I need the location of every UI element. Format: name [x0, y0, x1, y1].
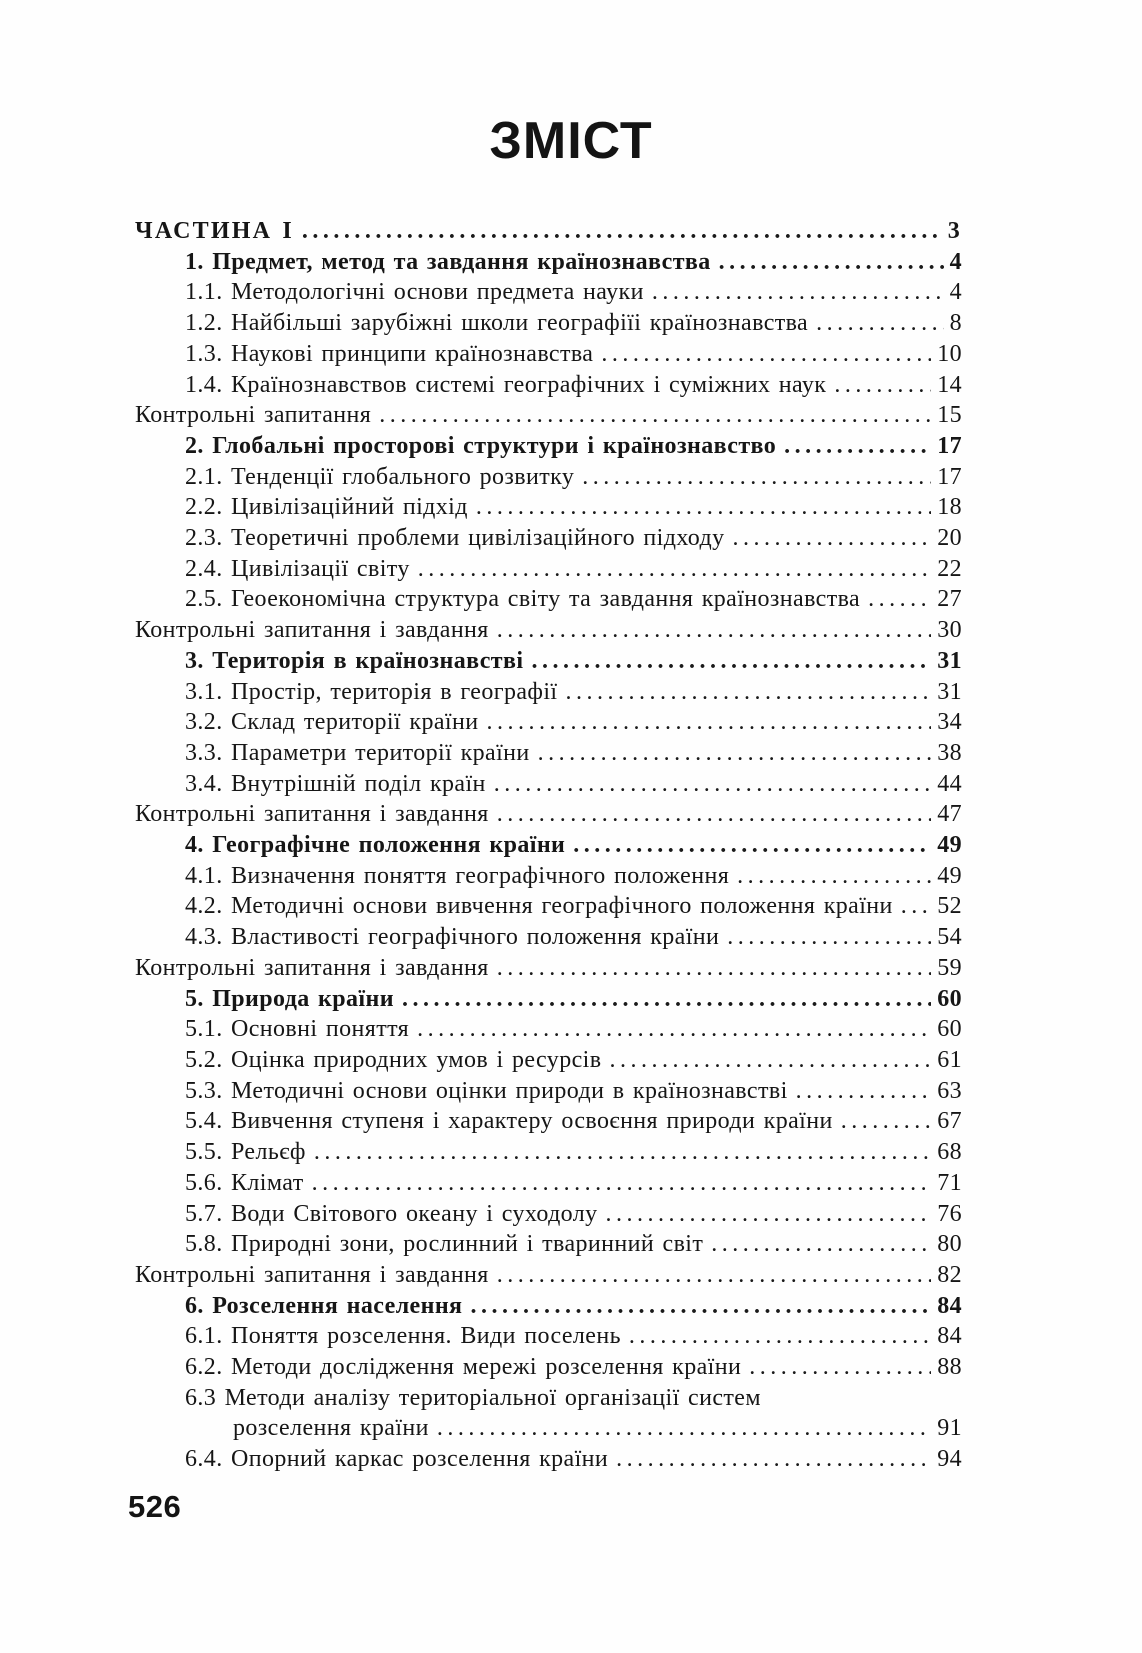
dot-leader [841, 1106, 931, 1137]
dot-leader [497, 799, 931, 830]
toc-entry-page: 15 [937, 402, 962, 429]
toc-entry-page: 47 [937, 801, 962, 828]
dot-leader [796, 1076, 932, 1107]
dot-leader [566, 677, 932, 708]
toc-entry-page: 8 [949, 310, 962, 337]
dot-leader [816, 308, 943, 339]
toc-entry-label: 3.1. Простір, територія в географії [185, 678, 558, 705]
toc-entry-label: 3. Територія в країнознавстві [185, 647, 524, 674]
toc-entry-page: 54 [937, 924, 962, 951]
dot-leader [901, 891, 931, 922]
dot-leader [711, 1229, 931, 1260]
toc-entry-label: 1.4. Країнознавствов системі географічних і суміжних наук [185, 371, 827, 398]
toc-entry-label: Контрольні запитання [135, 402, 372, 429]
toc-entry [135, 584, 962, 615]
toc-entry-page: 68 [937, 1139, 962, 1166]
toc-entry-page: 52 [937, 893, 962, 920]
toc-entry [135, 1014, 962, 1045]
dot-leader [302, 216, 942, 247]
toc-entry-page: 61 [937, 1046, 962, 1073]
toc-entry-label: ЧАСТИНА I [135, 218, 294, 244]
toc-entry-page: 88 [937, 1354, 962, 1381]
toc-entry-label: 6.2. Методи дослідження мережі розселення країни [185, 1354, 742, 1381]
toc-entry [135, 677, 962, 708]
dot-leader [606, 1199, 932, 1230]
toc-entry-label: 5.3. Методичні основи оцінки природи в країнознавстві [185, 1077, 788, 1104]
toc-entry [135, 1045, 962, 1076]
dot-leader [737, 861, 931, 892]
dot-leader [497, 1260, 931, 1291]
toc-entry-page: 49 [937, 832, 962, 859]
toc-entry-page: 17 [937, 432, 962, 459]
dot-leader [486, 707, 931, 738]
toc-entry-label: 5.7. Води Світового океану і суходолу [185, 1200, 598, 1227]
dot-leader [616, 1444, 931, 1475]
dot-leader [652, 277, 944, 308]
dot-leader [538, 738, 932, 769]
dot-leader [437, 1413, 931, 1444]
dot-leader [609, 1045, 931, 1076]
toc-entry [135, 738, 962, 769]
toc-entry-page: 49 [937, 862, 962, 889]
toc-entry-page: 18 [937, 494, 962, 521]
toc-entry-label: 5.8. Природні зони, рослинний і тваринний світ [185, 1231, 704, 1258]
toc-entry-page: 31 [937, 678, 962, 705]
toc-entry-page: 10 [937, 340, 962, 367]
toc-entry [135, 707, 962, 738]
footer-page-number: 526 [128, 1489, 182, 1524]
toc-entry-label: 2.2. Цивілізаційний підхід [185, 494, 468, 521]
toc-entry [135, 1291, 962, 1322]
toc-entry-page: 84 [937, 1292, 962, 1319]
toc-entry [135, 830, 962, 861]
toc-entry-label: Контрольні запитання і завдання [135, 617, 489, 644]
dot-leader [418, 554, 931, 585]
toc-entry [135, 523, 962, 554]
toc-entry-page: 22 [937, 555, 962, 582]
toc-entry-label: 4.1. Визначення поняття географічного положення [185, 862, 730, 889]
dot-leader [312, 1168, 932, 1199]
toc-entry-page: 84 [937, 1323, 962, 1350]
toc-entry [135, 492, 962, 523]
dot-leader [417, 1014, 931, 1045]
toc-entry-label: розселення країни [233, 1415, 429, 1442]
dot-leader [402, 984, 931, 1015]
toc-entry [135, 216, 962, 247]
toc-entry [135, 1413, 962, 1444]
toc-entry [135, 400, 962, 431]
toc-entry-page: 60 [937, 1016, 962, 1043]
toc-entry-label: 5.4. Вивчення ступеня і характеру освоєння природи країни [185, 1108, 833, 1135]
toc-entry-page: 34 [937, 709, 962, 736]
toc-entry-page: 4 [949, 248, 962, 275]
toc-entry-page: 30 [937, 617, 962, 644]
toc-entry-label: 3.2. Склад території країни [185, 709, 479, 736]
toc-entry [135, 615, 962, 646]
toc-entry-page: 38 [937, 739, 962, 766]
toc-entry [135, 646, 962, 677]
toc-entry-page: 91 [937, 1415, 962, 1442]
toc-entry [135, 431, 962, 462]
toc-entry [135, 370, 962, 401]
toc-entry [135, 769, 962, 800]
toc-entry-label: 1.3. Наукові принципи країнознавства [185, 340, 594, 367]
toc-entry [135, 984, 962, 1015]
toc-entry [135, 861, 962, 892]
toc-entry [135, 277, 962, 308]
toc-entry [135, 1199, 962, 1230]
toc-entry [135, 462, 962, 493]
toc-entry-label: Контрольні запитання і завдання [135, 801, 489, 828]
toc-entry [135, 1106, 962, 1137]
toc-entry-page: 80 [937, 1231, 962, 1258]
toc-entry-label: 2.5. Геоекономічна структура світу та завдання країнознавства [185, 586, 861, 613]
toc-entry-label: 6.4. Опорний каркас розселення країни [185, 1446, 609, 1473]
toc-entry-label: 5. Природа країни [185, 985, 394, 1012]
toc-entry-page: 82 [937, 1261, 962, 1288]
toc-entry-label: 1.1. Методологічні основи предмета науки [185, 279, 644, 306]
dot-leader [494, 769, 931, 800]
toc-entry [135, 339, 962, 370]
dot-leader [497, 615, 931, 646]
dot-leader [476, 492, 931, 523]
toc-entry-label: 2.4. Цивілізації світу [185, 555, 410, 582]
dot-leader [601, 339, 931, 370]
dot-leader [470, 1291, 931, 1322]
toc-entry [135, 1229, 962, 1260]
dot-leader [727, 922, 931, 953]
toc-entry-label: 4. Географічне положення країни [185, 832, 566, 859]
toc-entry-page: 60 [937, 985, 962, 1012]
toc-entry-page: 27 [937, 586, 962, 613]
dot-leader [749, 1352, 931, 1383]
toc-entry-label: 2. Глобальні просторові структури і країнознавство [185, 432, 777, 459]
toc-entry [135, 1321, 962, 1352]
toc-entry [135, 308, 962, 339]
toc-entry-label: 1. Предмет, метод та завдання країнознавства [185, 248, 711, 275]
toc-entry [135, 1168, 962, 1199]
toc-entry-page: 44 [937, 770, 962, 797]
toc-entry-page: 4 [949, 279, 962, 306]
toc-entry-label: 5.1. Основні поняття [185, 1016, 410, 1043]
toc-entry [135, 1383, 962, 1414]
toc-entry [135, 554, 962, 585]
toc-entry-page: 94 [937, 1446, 962, 1473]
toc-entry-label: 5.2. Оцінка природних умов і ресурсів [185, 1046, 602, 1073]
toc-entry-label: Контрольні запитання і завдання [135, 1261, 489, 1288]
dot-leader [379, 400, 931, 431]
toc-entry-label: 2.3. Теоретичні проблеми цивілізаційного підходу [185, 525, 725, 552]
dot-leader [582, 462, 931, 493]
toc-entry-label: 1.2. Найбільші зарубіжні школи географіїі країнознавства [185, 310, 809, 337]
toc-entry-label: 4.3. Властивості географічного положення країни [185, 924, 720, 951]
toc-entry [135, 891, 962, 922]
toc-entry-label: Контрольні запитання і завдання [135, 954, 489, 981]
toc-entry-label: 6. Розселення населення [185, 1292, 463, 1319]
toc-entry-label: 5.5. Рельєф [185, 1139, 306, 1166]
toc-entry [135, 953, 962, 984]
dot-leader [573, 830, 931, 861]
toc-entry [135, 247, 962, 278]
toc-entry [135, 1260, 962, 1291]
toc-entry-page: 67 [937, 1108, 962, 1135]
toc-entry-page: 59 [937, 954, 962, 981]
dot-leader [314, 1137, 931, 1168]
dot-leader [531, 646, 931, 677]
toc-entry-page: 20 [937, 525, 962, 552]
dot-leader [868, 584, 931, 615]
dot-leader [497, 953, 931, 984]
toc-entry-page: 17 [937, 463, 962, 490]
toc-entry-label: 3.4. Внутрішній поділ країн [185, 770, 486, 797]
toc-entry [135, 799, 962, 830]
toc-entry-label: 3.3. Параметри території країни [185, 739, 530, 766]
toc-entry-page: 3 [947, 218, 962, 244]
toc-entry-label: 6.3 Методи аналізу територіальної організації систем [185, 1384, 761, 1411]
dot-leader [834, 370, 931, 401]
toc-entry-page: 71 [937, 1169, 962, 1196]
toc-entry-page: 14 [937, 371, 962, 398]
toc-entry [135, 1076, 962, 1107]
dot-leader [629, 1321, 931, 1352]
dot-leader [733, 523, 932, 554]
toc-entry [135, 1352, 962, 1383]
toc-entry [135, 1137, 962, 1168]
toc-entry-page: 76 [937, 1200, 962, 1227]
toc-entry-label: 5.6. Клімат [185, 1169, 304, 1196]
toc-entry-label: 6.1. Поняття розселення. Види поселень [185, 1323, 621, 1350]
toc-entry-label: 2.1. Тенденції глобального розвитку [185, 463, 575, 490]
toc-entry [135, 922, 962, 953]
toc-entry [135, 1444, 962, 1475]
toc-entry-page: 63 [937, 1077, 962, 1104]
page-title: ЗМІСТ [489, 112, 653, 170]
dot-leader [719, 247, 944, 278]
toc-entry-label: 4.2. Методичні основи вивчення географічного положення країни [185, 893, 893, 920]
toc-entry-page: 31 [937, 647, 962, 674]
dot-leader [784, 431, 931, 462]
table-of-contents [135, 216, 962, 1475]
